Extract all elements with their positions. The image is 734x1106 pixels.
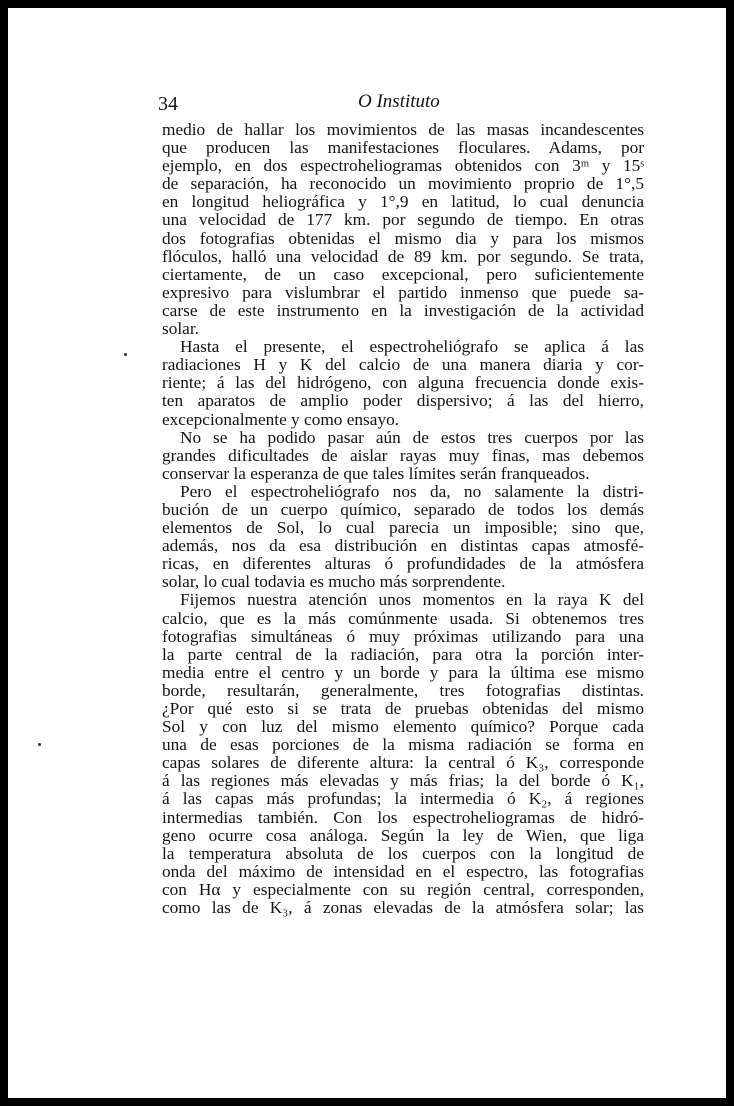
text-line: á las capas más profundas; la intermedia ó K₂, á regiones <box>162 790 644 809</box>
text-line: ricas, en diferentes alturas ó profundidades de la atmósfera <box>162 555 644 574</box>
text-line: á las regiones más elevadas y más frias; la del borde ó K₁, <box>162 772 644 791</box>
text-line: medio de hallar los movimientos de las masas incandescentes <box>162 121 644 139</box>
text-line: ciertamente, de un caso excepcional, pero suficientemente <box>162 265 644 284</box>
text-line: Pero el espectroheliógrafo nos da, no salamente la distri- <box>180 482 644 501</box>
text-line: ¿Por qué esto si se trata de pruebas obtenidas del mismo <box>162 700 644 718</box>
running-head: O Instituto <box>358 91 440 112</box>
text-line: conservar la esperanza de que tales límites serán franqueados. <box>162 464 590 483</box>
text-line: dos fotografias obtenidas el mismo dia y para los mismos <box>162 229 644 248</box>
text-line: fotografias simultáneas ó muy próximas utilizando para una <box>162 627 644 646</box>
text-line: expresivo para vislumbrar el partido inmenso que puede sa- <box>162 283 644 302</box>
text-line: No se ha podido pasar aún de estos tres cuerpos por las <box>180 428 644 447</box>
text-line: ejemplo, en dos espectroheliogramas obtenidos con 3ᵐ y 15ˢ <box>162 157 644 176</box>
text-line: solar. <box>162 320 199 339</box>
text-line: como las de K₃, á zonas elevadas de la atmósfera solar; las <box>162 899 644 918</box>
text-line: una velocidad de 177 km. por segundo de tiempo. En otras <box>162 211 644 230</box>
text-line: bución de un cuerpo químico, separado de todos los demás <box>162 500 644 519</box>
text-line: la temperatura absoluta de los cuerpos con la longitud de <box>162 844 644 863</box>
text-line: borde, resultarán, generalmente, tres fotografias distintas. <box>162 681 644 700</box>
text-line: de separación, ha reconocido un movimiento proprio de 1°,5 <box>162 175 644 194</box>
text-line: calcio, que es la más comúnmente usada. Si obtenemos tres <box>162 609 644 628</box>
text-line: flóculos, halló una velocidad de 89 km. por segundo. Se trata, <box>162 247 644 266</box>
text-line: una de esas porciones de la misma radiación se forma en <box>162 736 644 755</box>
text-line: excepcionalmente y como ensayo. <box>162 410 400 429</box>
page <box>8 8 726 1098</box>
text-line: intermedias también. Con los espectroheliogramas de hidró- <box>162 808 644 827</box>
text-line: con Hα y especialmente con su región central, corresponden, <box>162 880 644 899</box>
margin-mark <box>124 353 127 356</box>
text-line: Sol y con luz del mismo elemento químico? Porque cada <box>162 718 644 737</box>
margin-mark <box>38 743 41 746</box>
text-line: además, nos da esa distribución en distintas capas atmosfé- <box>162 537 644 556</box>
text-line: carse de este instrumento en la investigación de la actividad <box>162 301 644 320</box>
text-line: geno ocurre cosa análoga. Según la ley de Wien, que liga <box>162 826 644 845</box>
page-number: 34 <box>158 93 178 115</box>
text-line: media entre el centro y un borde y para la última ese mismo <box>162 663 644 682</box>
text-line: solar, lo cual todavia es mucho más sorprendente. <box>162 573 506 592</box>
text-line: ten aparatos de amplio poder dispersivo; á las del hierro, <box>162 392 644 411</box>
text-line: radiaciones H y K del calcio de una manera diaria y cor- <box>162 356 644 375</box>
text-line: la parte central de la radiación, para otra la porción inter- <box>162 645 644 664</box>
text-line: riente; á las del hidrógeno, con alguna frecuencia donde exis- <box>162 374 644 393</box>
text-line: que producen las manifestaciones floculares. Adams, por <box>162 139 644 158</box>
page-header <box>158 82 644 122</box>
text-line: onda del máximo de intensidad en el espectro, las fotografias <box>162 862 644 881</box>
text-line: grandes dificultades de aislar rayas muy finas, mas debemos <box>162 446 644 465</box>
text-line: elementos de Sol, lo cual parecia un imposible; sino que, <box>162 519 644 538</box>
body-text <box>162 121 644 917</box>
text-line: en longitud heliográfica y 1°,9 en latitud, lo cual denuncia <box>162 193 644 212</box>
text-line: capas solares de diferente altura: la central ó K₃, corresponde <box>162 754 644 773</box>
text-line: Hasta el presente, el espectroheliógrafo se aplica á las <box>180 338 644 357</box>
text-line: Fijemos nuestra atención unos momentos en la raya K del <box>180 591 644 610</box>
